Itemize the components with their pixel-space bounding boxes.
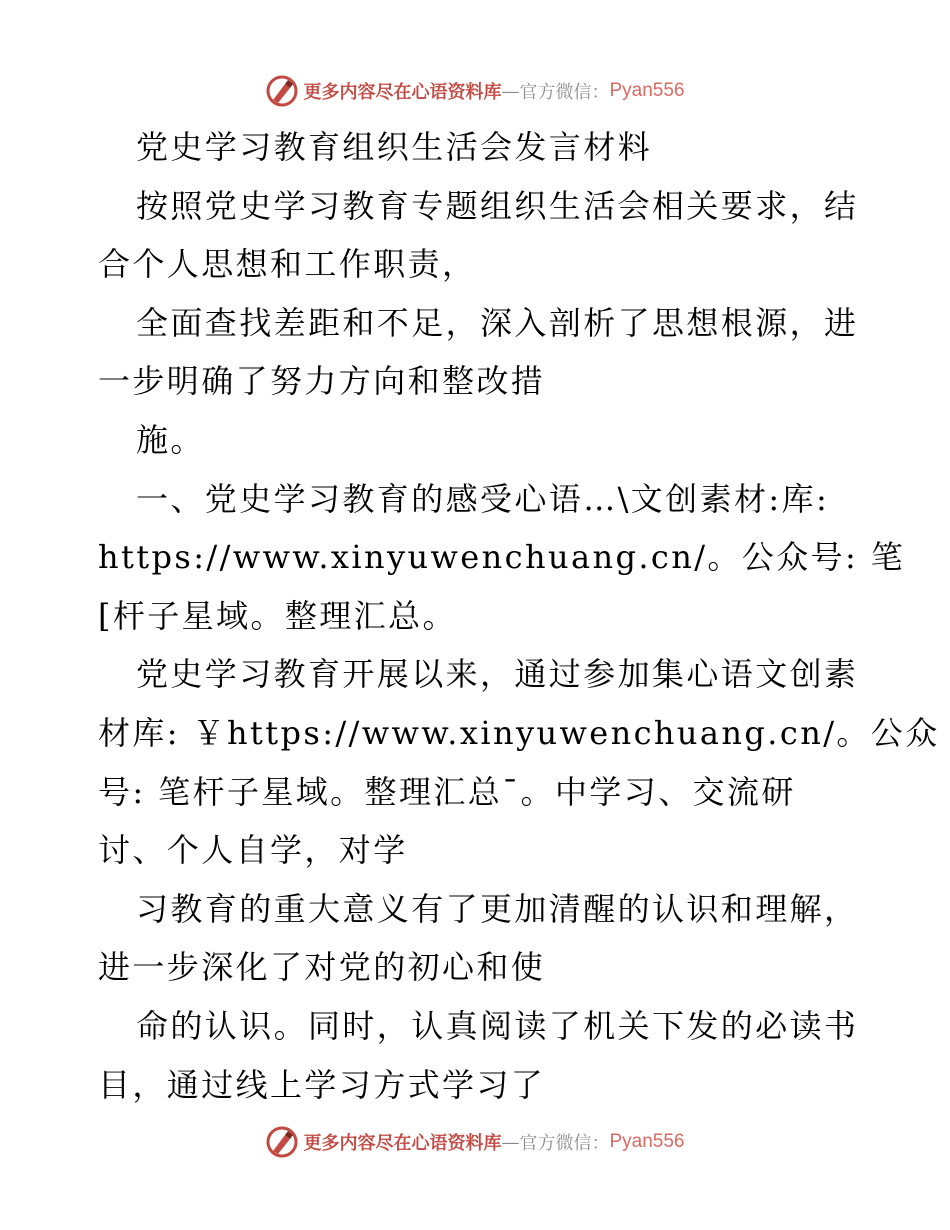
wechat-label: 官方微信： <box>519 1133 610 1154</box>
paragraph-line: 材库: ￥https://www.xinyuwenchuang.cn/。公众 <box>98 713 940 752</box>
paragraph-line: https://www.xinyuwenchuang.cn/。公众号: 笔 <box>98 538 906 577</box>
paragraph-line: 号: 笔杆子星域。整理汇总¯。中学习、交流研 <box>98 772 796 811</box>
pen-logo-icon <box>265 1125 299 1159</box>
paragraph-line: 目，通过线上学习方式学习了 <box>98 1065 546 1104</box>
paragraph-line: 讨、个人自学，对学 <box>98 831 408 870</box>
section-heading: 一、党史学习教育的感受心语…\文创素材:库: <box>136 479 830 518</box>
paragraph-line: 进一步深化了对党的初心和使 <box>98 948 546 987</box>
header-banner <box>0 71 950 111</box>
banner-dash: — <box>501 80 520 102</box>
paragraph-line: 施。 <box>136 420 205 459</box>
paragraph-line: 习教育的重大意义有了更加清醒的认识和理解， <box>136 889 859 928</box>
paragraph-line: 党史学习教育开展以来，通过参加集心语文创素 <box>136 655 859 694</box>
document-title: 党史学习教育组织生活会发言材料 <box>136 128 653 166</box>
paragraph-line: 命的认识。同时，认真阅读了机关下发的必读书 <box>136 1006 859 1045</box>
banner-dash: — <box>501 1131 520 1153</box>
document-body <box>98 118 940 1114</box>
wechat-id: Pyan556 <box>609 80 685 101</box>
footer-banner <box>0 1122 950 1162</box>
paragraph-line: [杆子星域。整理汇总。 <box>98 596 457 635</box>
paragraph-line: 全面查找差距和不足，深入剖析了思想根源，进 <box>136 303 859 342</box>
paragraph-line: 一步明确了努力方向和整改措 <box>98 362 546 401</box>
paragraph-line: 按照党史学习教育专题组织生活会相关要求，结 <box>136 186 859 225</box>
paragraph-line: 合个人思想和工作职责， <box>98 245 477 284</box>
wechat-id: Pyan556 <box>609 1131 685 1152</box>
wechat-label: 官方微信： <box>519 82 610 103</box>
pen-logo-icon <box>265 74 299 108</box>
banner-text: 更多内容尽在心语资料库 <box>303 82 502 103</box>
banner-text: 更多内容尽在心语资料库 <box>303 1133 502 1154</box>
